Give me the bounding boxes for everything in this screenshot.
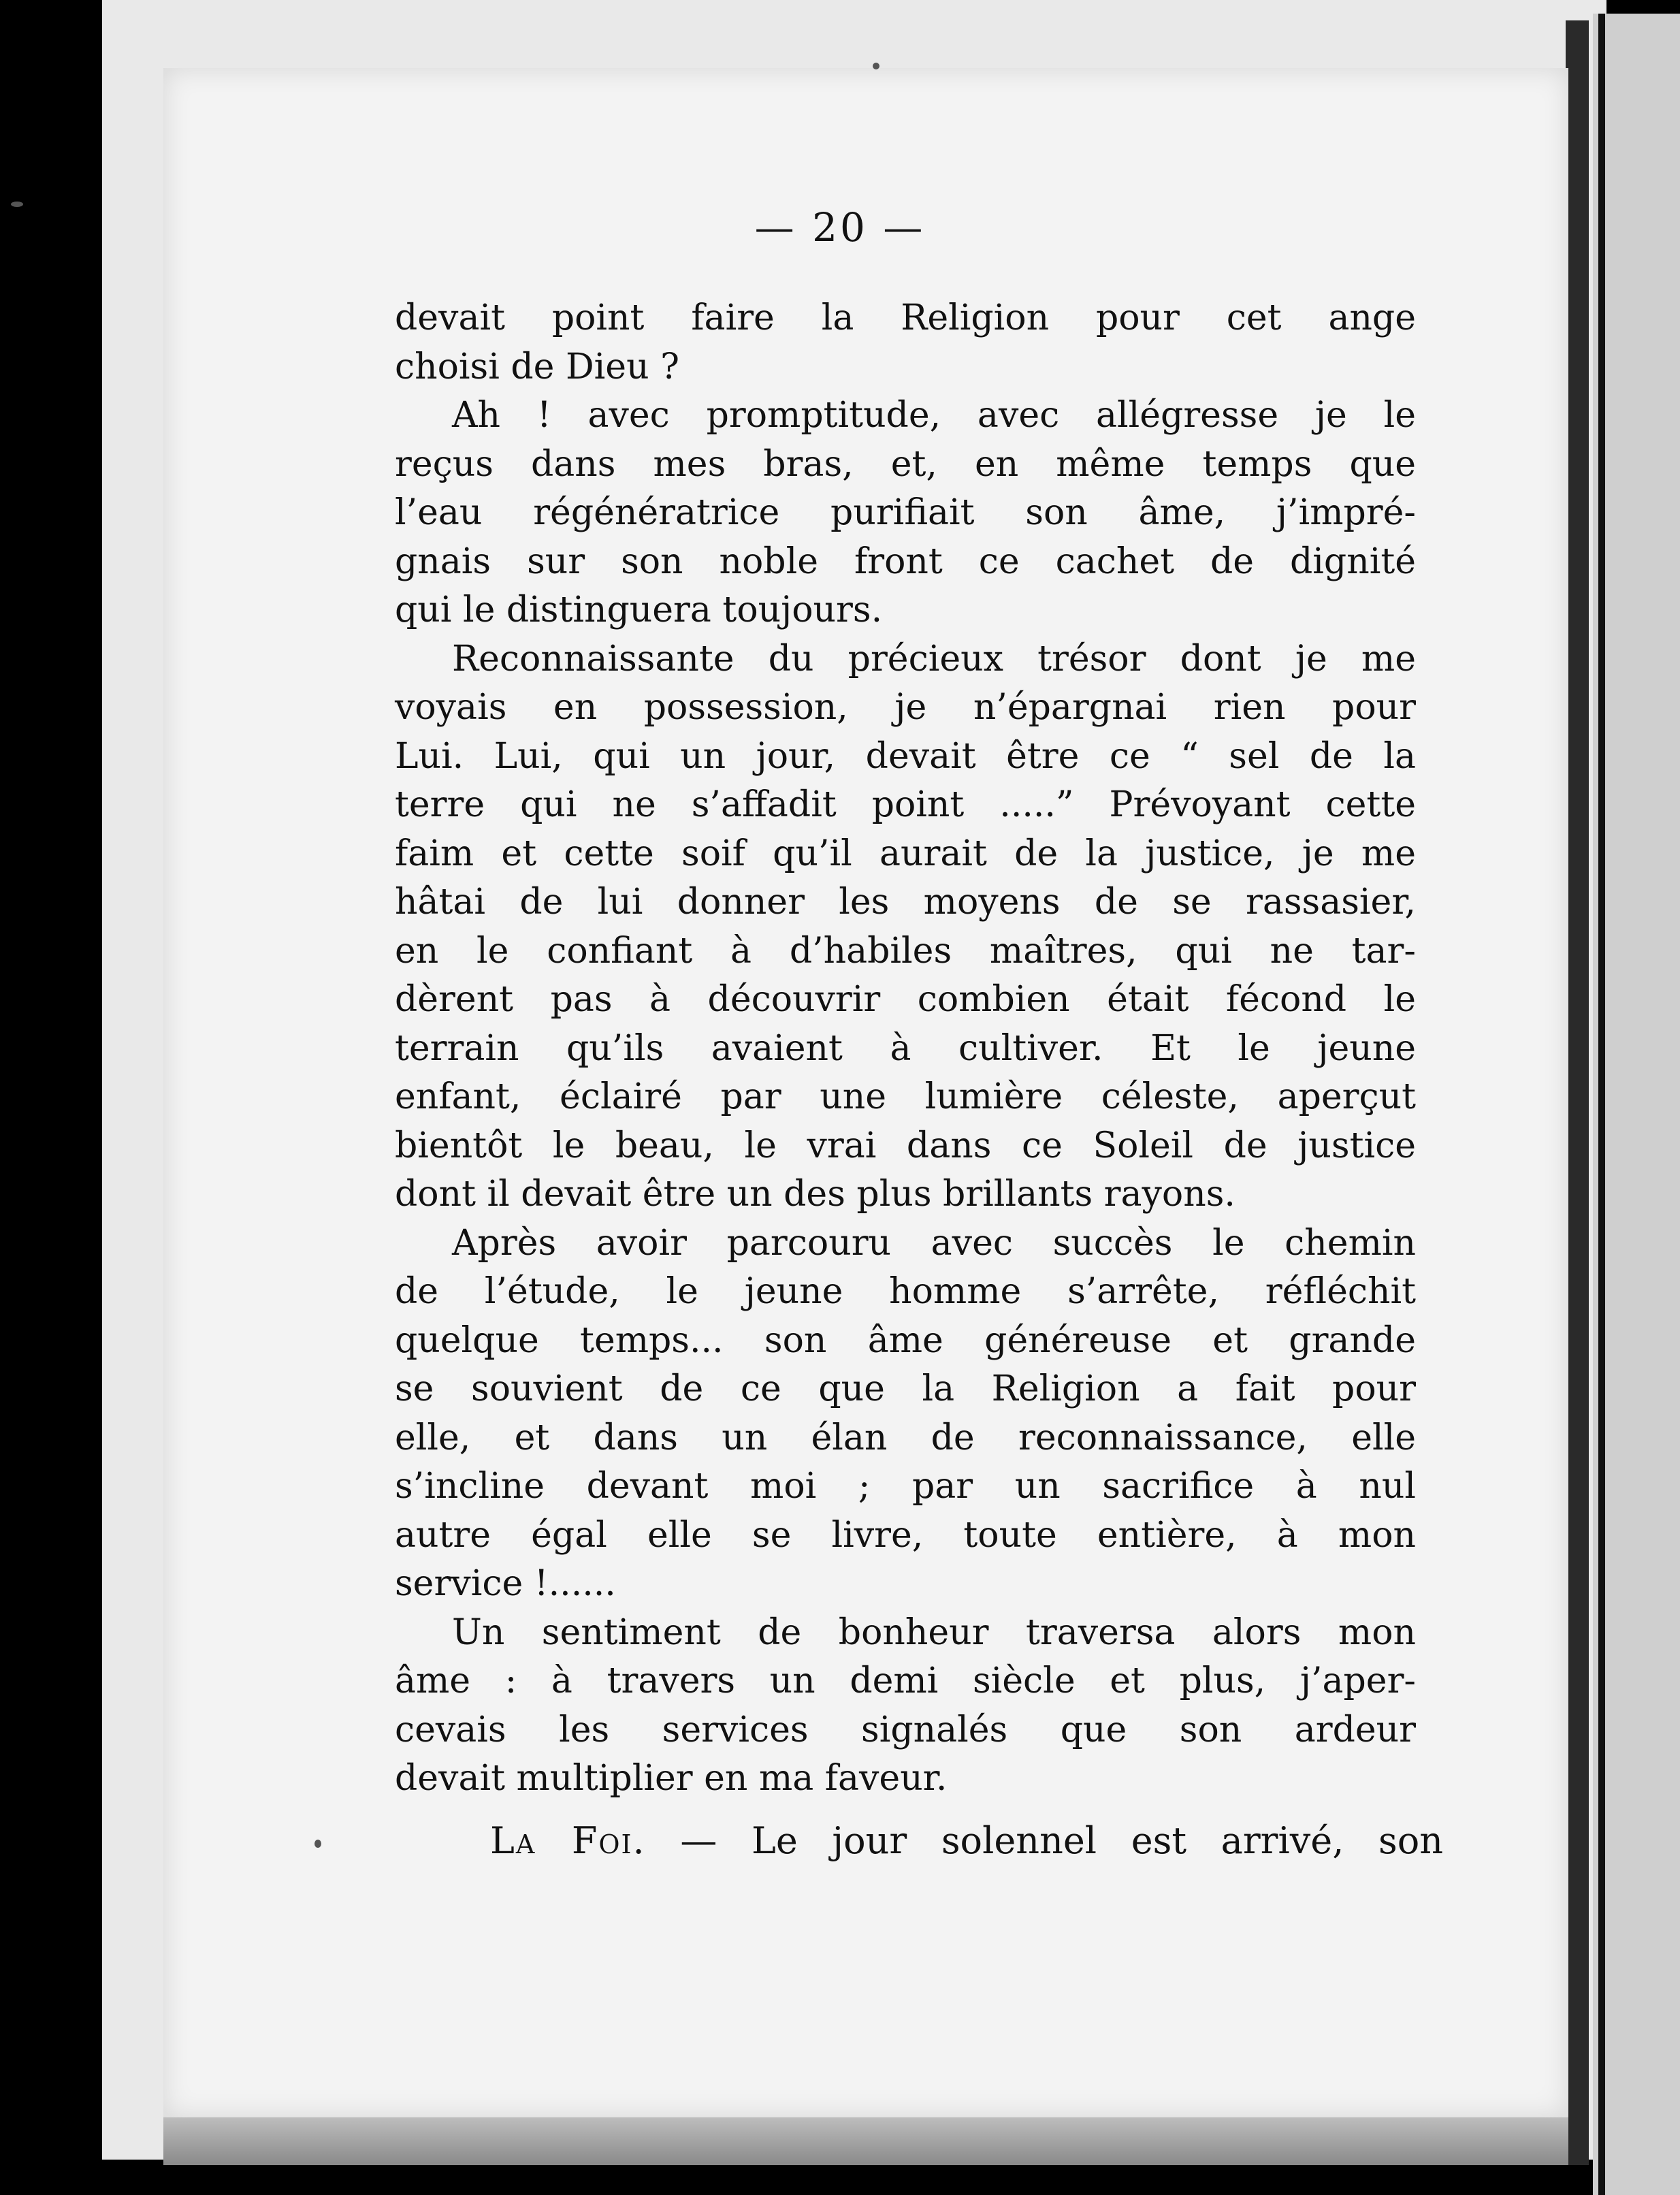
text-line: se souvient de ce que la Religion a fait pour <box>395 1368 1416 1409</box>
text-line: l’eau régénératrice purifiait son âme, j’impré- <box>395 492 1416 533</box>
scan-speck <box>314 1840 321 1848</box>
text-line: service !...... <box>395 1563 616 1604</box>
text-line: voyais en possession, je n’épargnai rien pour <box>395 687 1416 728</box>
text-line: bientôt le beau, le vrai dans ce Soleil de justice <box>395 1125 1416 1166</box>
text-line: Reconnaissante du précieux trésor dont je me <box>452 638 1416 679</box>
page-edge-shadow <box>1566 20 1589 2165</box>
body-text <box>395 294 1416 1804</box>
text-line: choisi de Dieu ? <box>395 346 679 387</box>
text-line: elle, et dans un élan de reconnaissance, elle <box>395 1417 1416 1458</box>
text-line: dèrent pas à découvrir combien était fécond le <box>395 979 1416 1020</box>
text-line: qui le distinguera toujours. <box>395 590 883 630</box>
page-bottom-shadow <box>163 2117 1568 2165</box>
text-line: terrain qu’ils avaient à cultiver. Et le jeune <box>395 1027 1416 1069</box>
text-line: âme : à travers un demi siècle et plus, j’aper- <box>395 1661 1416 1701</box>
binding-shadow <box>1598 14 1605 2195</box>
speaker-name: La Foi. <box>490 1819 646 1862</box>
text-line: cevais les services signalés que son ardeur <box>395 1709 1416 1750</box>
text-line: Après avoir parcouru avec succès le chemin <box>452 1222 1416 1264</box>
text-line: gnais sur son noble front ce cachet de dignité <box>395 541 1416 582</box>
text-line: de l’étude, le jeune homme s’arrête, réfléchit <box>395 1271 1416 1312</box>
text-line: enfant, éclairé par une lumière céleste, aperçut <box>395 1076 1416 1117</box>
footer-line <box>490 1819 1443 1862</box>
page-number: — 20 — <box>754 204 926 251</box>
text-line: autre égal elle se livre, toute entière, à mon <box>395 1514 1416 1556</box>
text-line: quelque temps... son âme généreuse et grande <box>395 1319 1416 1361</box>
text-line: faim et cette soif qu’il aurait de la justice, je me <box>395 833 1416 874</box>
text-line: dont il devait être un des plus brillants rayons. <box>395 1174 1235 1215</box>
text-line: Lui. Lui, qui un jour, devait être ce “ sel de la <box>395 735 1416 777</box>
text-line: hâtai de lui donner les moyens de se rassasier, <box>395 882 1416 923</box>
footer-text: — Le jour solennel est arrivé, son <box>680 1819 1444 1862</box>
neighbor-page-edge <box>1593 14 1680 2195</box>
text-line: devait multiplier en ma faveur. <box>395 1758 948 1799</box>
text-line: Ah ! avec promptitude, avec allégresse je le <box>452 395 1416 436</box>
text-line: en le confiant à d’habiles maîtres, qui ne tar- <box>395 930 1416 972</box>
text-line: Un sentiment de bonheur traversa alors mon <box>452 1612 1416 1653</box>
text-line: s’incline devant moi ; par un sacrifice à nul <box>395 1466 1416 1507</box>
text-line: devait point faire la Religion pour cet ange <box>395 298 1416 338</box>
scan-speck <box>873 63 879 69</box>
text-line: reçus dans mes bras, et, en même temps que <box>395 443 1416 485</box>
text-line: terre qui ne s’affadit point .....” Prévoyant cette <box>395 784 1416 825</box>
